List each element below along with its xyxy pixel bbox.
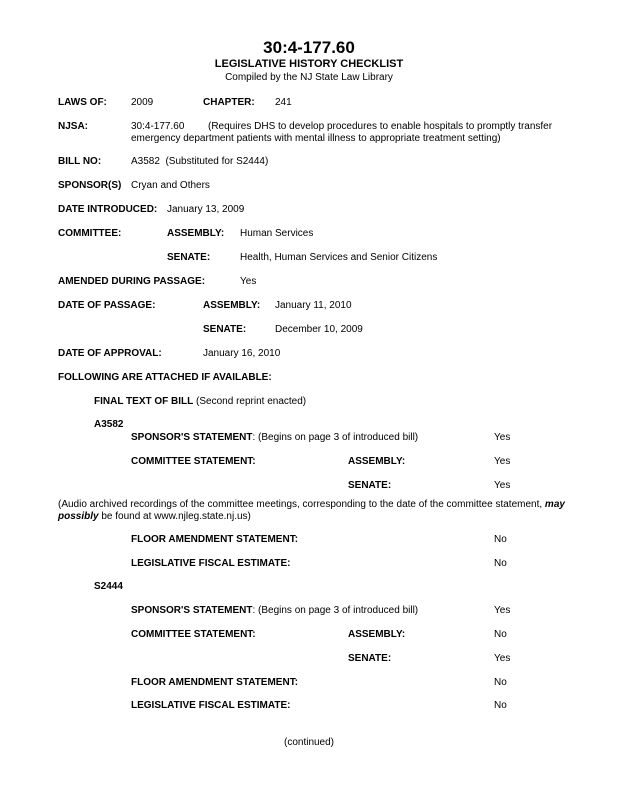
bill-no-value: A3582 (Substituted for S2444) — [131, 156, 269, 167]
attached-heading: FOLLOWING ARE ATTACHED IF AVAILABLE: — [58, 372, 272, 383]
njsa-label: NJSA: — [58, 121, 89, 132]
continued-note: (continued) — [283, 737, 335, 748]
a3582-heading: A3582 — [94, 419, 124, 430]
bill-no-label: BILL NO: — [58, 156, 102, 167]
laws-of-value: 2009 — [131, 97, 154, 108]
s2444-sponsor-note: : (Begins on page 3 of introduced bill) — [252, 605, 419, 616]
committee-senate-value: Health, Human Services and Senior Citizens — [240, 252, 438, 263]
final-text-note: (Second reprint enacted) — [196, 396, 307, 407]
chapter-value: 241 — [275, 97, 292, 108]
passage-label: DATE OF PASSAGE: — [58, 300, 156, 311]
s2444-committee-label: COMMITTEE STATEMENT: — [131, 629, 256, 640]
passage-assembly-value: January 11, 2010 — [275, 300, 352, 311]
s2444-sponsor-label: SPONSOR'S STATEMENT — [131, 605, 253, 616]
a3582-fiscal-label: LEGISLATIVE FISCAL ESTIMATE: — [131, 558, 291, 569]
date-introduced-value: January 13, 2009 — [167, 204, 245, 215]
approval-value: January 16, 2010 — [203, 348, 281, 359]
audio-note-before: (Audio archived recordings of the committee meetings, corresponding to the date of the committee statement, — [58, 499, 545, 510]
chapter-label: CHAPTER: — [203, 97, 255, 108]
s2444-fiscal-label: LEGISLATIVE FISCAL ESTIMATE: — [131, 700, 291, 711]
amended-value: Yes — [240, 276, 257, 287]
njsa-description: (Requires DHS to develop procedures to enable hospitals to promptly transfer emergency department patients with mental illness to appropriate treatment setting) — [131, 121, 553, 144]
final-text-line — [94, 396, 306, 408]
committee-assembly-label: ASSEMBLY: — [167, 228, 225, 239]
audio-note — [58, 499, 606, 523]
sponsors-label: SPONSOR(S) — [58, 180, 122, 191]
date-introduced-label: DATE INTRODUCED: — [58, 204, 158, 215]
amended-label: AMENDED DURING PASSAGE: — [58, 276, 206, 287]
laws-of-label: LAWS OF: — [58, 97, 107, 108]
committee-senate-label: SENATE: — [167, 252, 211, 263]
a3582-senate-value: Yes — [494, 480, 511, 491]
audio-note-emphasis: may possibly — [58, 499, 565, 522]
a3582-sponsor-label: SPONSOR'S STATEMENT — [131, 432, 253, 443]
s2444-senate-value: Yes — [494, 653, 511, 664]
passage-senate-label: SENATE: — [203, 324, 247, 335]
a3582-sponsor-value: Yes — [494, 432, 511, 443]
s2444-sponsor-value: Yes — [494, 605, 511, 616]
s2444-fiscal-value: No — [494, 700, 507, 711]
compiled-by: Compiled by the NJ State Law Library — [225, 72, 393, 83]
a3582-sponsor-line — [131, 432, 418, 444]
passage-assembly-label: ASSEMBLY: — [203, 300, 261, 311]
final-text-label: FINAL TEXT OF BILL — [94, 396, 194, 407]
a3582-sponsor-note: : (Begins on page 3 of introduced bill) — [252, 432, 419, 443]
committee-assembly-value: Human Services — [240, 228, 314, 239]
s2444-assembly-value: No — [494, 629, 507, 640]
page-subtitle: LEGISLATIVE HISTORY CHECKLIST — [214, 58, 404, 70]
a3582-senate-label: SENATE: — [348, 480, 392, 491]
njsa-value: 30:4-177.60 — [131, 121, 185, 132]
committee-label: COMMITTEE: — [58, 228, 122, 239]
s2444-sponsor-line — [131, 605, 418, 617]
audio-note-after: be found at www.njleg.state.nj.us) — [98, 511, 251, 522]
a3582-assembly-value: Yes — [494, 456, 511, 467]
sponsors-value: Cryan and Others — [131, 180, 210, 191]
s2444-heading: S2444 — [94, 581, 123, 592]
approval-label: DATE OF APPROVAL: — [58, 348, 162, 359]
a3582-floor-value: No — [494, 534, 507, 545]
a3582-assembly-label: ASSEMBLY: — [348, 456, 406, 467]
a3582-floor-label: FLOOR AMENDMENT STATEMENT: — [131, 534, 299, 545]
s2444-floor-label: FLOOR AMENDMENT STATEMENT: — [131, 677, 299, 688]
page-title: 30:4-177.60 — [263, 38, 355, 57]
s2444-senate-label: SENATE: — [348, 653, 392, 664]
a3582-fiscal-value: No — [494, 558, 507, 569]
a3582-committee-label: COMMITTEE STATEMENT: — [131, 456, 256, 467]
passage-senate-value: December 10, 2009 — [275, 324, 363, 335]
s2444-assembly-label: ASSEMBLY: — [348, 629, 406, 640]
s2444-floor-value: No — [494, 677, 507, 688]
